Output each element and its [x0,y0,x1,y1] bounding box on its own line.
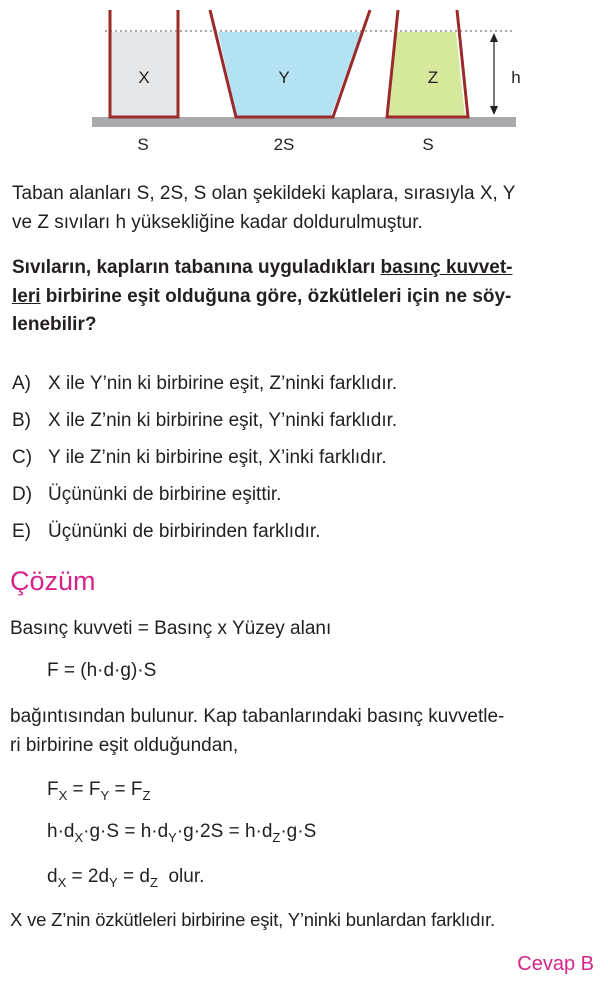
option-letter: D) [12,484,33,505]
question-bold-line-2 [12,286,511,308]
base-z: S [422,135,434,154]
label-h: h [511,68,521,87]
question-bold-2b: birbirine eşit olduğuna göre, özkütleleri için ne söy- [40,286,512,307]
option-d[interactable] [12,484,281,506]
eq2-s1: X [74,830,84,845]
base-y: 2S [273,135,295,154]
eq3-p4: olur. [157,866,205,887]
eq3-p3: = d [117,866,150,887]
option-text: X ile Y’nin ki birbirine eşit, Z’ninki farklıdır. [48,373,398,394]
solution-line-3: ri birbirine eşit olduğundan, [10,735,239,756]
equation-densities [47,866,204,888]
eq1-c-sub: Z [142,788,151,803]
solution-line-2: bağıntısından bulunur. Kap tabanlarındaki basınç kuvvetle- [10,706,505,727]
eq3-s2: Y [109,875,118,890]
question-intro-line-1: Taban alanları S, 2S, S olan şekildeki kaplara, sırasıyla X, Y [12,183,516,204]
eq2-p4: ·g·S [280,821,317,842]
question-bold-2a: leri [12,286,41,307]
option-letter: B) [12,410,31,431]
equation-expanded [47,821,316,843]
eq3-p2: = 2d [66,866,110,887]
eq3-s3: Z [149,875,158,890]
answer-label: Cevap B [517,953,594,975]
label-x: X [138,68,150,87]
containers-figure [0,0,608,160]
option-a[interactable] [12,373,397,395]
eq1-a: F [47,779,59,800]
equation-forces [47,779,150,801]
question-bold-1a: Sıvıların, kapların tabanına uyguladıkları [12,257,381,278]
eq2-p3: ·g·2S = h·d [176,821,273,842]
question-bold-line-1 [12,257,513,279]
eq2-p2: ·g·S = h·d [83,821,169,842]
option-letter: E) [12,521,31,542]
eq1-b-sub: Y [100,788,110,803]
height-arrow-top-icon [490,33,498,42]
option-text: Y ile Z’nin ki birbirine eşit, X’inki farklıdır. [48,447,387,468]
option-text: X ile Z’nin ki birbirine eşit, Y’ninki farklıdır. [48,410,398,431]
eq3-s1: X [57,875,67,890]
formula: F = (h·d·g)·S [47,660,157,681]
solution-line-1: Basınç kuvveti = Basınç x Yüzey alanı [10,618,332,639]
question-intro-line-2: ve Z sıvıları h yüksekliğine kadar doldurulmuştur. [12,212,423,233]
eq1-b: = F [67,779,101,800]
eq2-s3: Z [272,830,281,845]
option-letter: A) [12,373,31,394]
question-bold-1b: basınç kuvvet- [380,257,513,278]
eq1-a-sub: X [58,788,68,803]
height-arrow-bottom-icon [490,106,498,115]
eq2-p1: h·d [47,821,75,842]
option-e[interactable] [12,521,320,543]
label-z: Z [427,68,439,87]
base-x: S [137,135,149,154]
eq1-c: = F [109,779,143,800]
question-bold-line-3: lenebilir? [12,314,97,335]
option-letter: C) [12,447,33,468]
label-y: Y [278,68,290,87]
solution-heading: Çözüm [10,566,96,596]
eq2-s2: Y [168,830,177,845]
conclusion: X ve Z’nin özkütleleri birbirine eşit, Y’ninki bunlardan farklıdır. [10,909,495,930]
option-text: Üçününki de birbirine eşittir. [48,484,282,505]
eq3-p1: d [47,866,58,887]
option-c[interactable] [12,447,387,469]
option-text: Üçününki de birbirinden farklıdır. [48,521,321,542]
option-b[interactable] [12,410,397,432]
